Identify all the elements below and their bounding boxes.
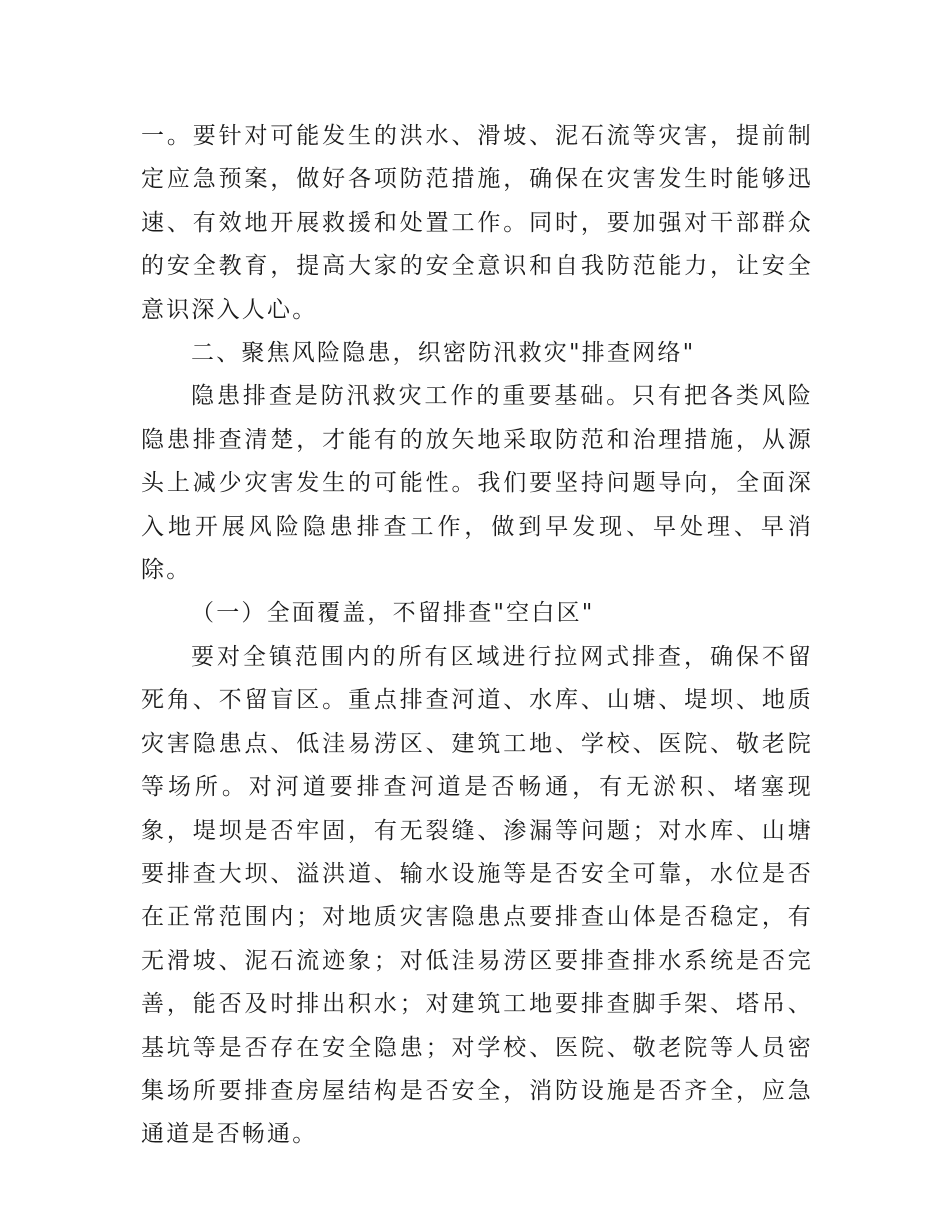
subsection-heading-one: （一）全面覆盖，不留排查"空白区" [191,600,595,627]
document-body [141,115,813,1157]
paragraph-full-coverage: 要对全镇范围内的所有区域进行拉网式排查，确保不留死角、不留盲区。重点排查河道、水库、山塘、堤坝、地质灾害隐患点、低洼易涝区、建筑工地、学校、医院、敬老院等场所。对河道要排查河道是否畅通，有无淤积、堵塞现象，堤坝是否牢固，有无裂缝、渗漏等问题；对水库、山塘要排查大坝、溢洪道、输水设施等是否安全可靠，水位是否在正常范围内；对地质灾害隐患点要排查山体是否稳定，有无滑坡、泥石流迹象；对低洼易涝区要排查排水系统是否完善，能否及时排出积水；对建筑工地要排查脚手架、塔吊、基坑等是否存在安全隐患；对学校、医院、敬老院等人员密集场所要排查房屋结构是否安全，消防设施是否齐全，应急通道是否畅通。 [141,643,813,1148]
paragraph-continuation: 一。要针对可能发生的洪水、滑坡、泥石流等灾害，提前制定应急预案，做好各项防范措施，确保在灾害发生时能够迅速、有效地开展救援和处置工作。同时，要加强对干部群众的安全教育，提高大家的安全意识和自我防范能力，让安全意识深入人心。 [141,123,813,323]
paragraph-hazard-inspection: 隐患排查是防汛救灾工作的重要基础。只有把各类风险隐患排查清楚，才能有的放矢地采取防范和治理措施，从源头上减少灾害发生的可能性。我们要坚持问题导向，全面深入地开展风险隐患排查工作，做到早发现、早处理、早消除。 [141,383,813,584]
section-heading-two: 二、聚焦风险隐患，织密防汛救灾"排查网络" [191,340,696,367]
